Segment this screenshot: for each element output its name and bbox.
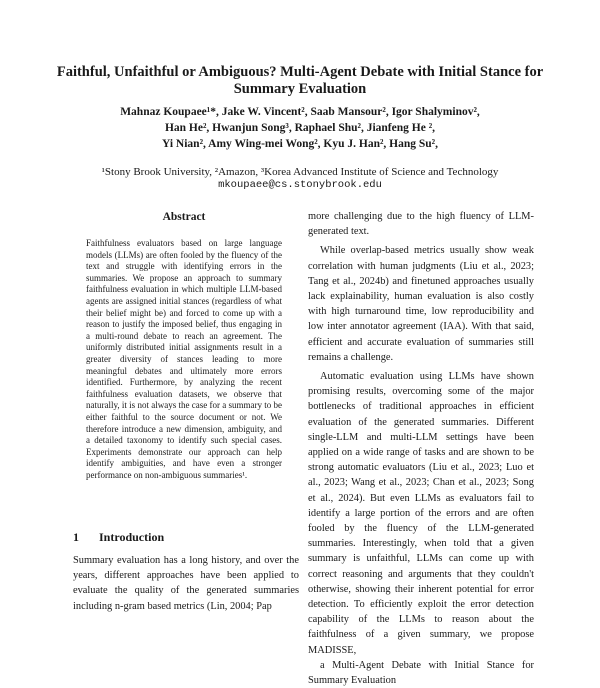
body-paragraph: While overlap-based metrics usually show weak correlation with human judgments (Liu et al., 2023; Tang et al., 2024b) and finetuned approaches usually lack explainability, human evaluation is also costly with high turnaround time, low reproducibility and low inter annotator agreement (IAA). With that said, efficient and accurate evaluation of summaries still remains a challenge. [308,245,534,363]
affiliations: ¹Stony Brook University, ²Amazon, ³Korea Advanced Institute of Science and Technology [101,166,499,178]
author-line: Han He², Hwanjun Song³, Raphael Shu², Jianfeng He ², [164,122,436,134]
section-heading-introduction [73,530,164,545]
section-title: Introduction [99,530,165,544]
body-paragraph: a Multi-Agent Debate with Initial Stance for Summary Evaluation [308,659,534,687]
author-line: Mahnaz Koupaee¹*, Jake W. Vincent², Saab Mansour², Igor Shalyminov², [120,106,480,118]
contact-email: mkoupaee@cs.stonybrook.edu [218,179,382,191]
section-number: 1 [73,530,79,544]
right-column [308,209,534,688]
abstract-text: Faithfulness evaluators based on large language models (LLMs) are often fooled by the fluency of the text and struggle with identifying errors in the summaries. We propose an approach to summary faithfulness evaluation in which multiple LLM-based agents are assigned initial stances (regardless of what their belief might be) and forced to come up with a reason to justify the imposed belief, thus engaging in a multi-round debate to reach an agreement. The uniformly distributed initial assignments result in a greater diversity of stances leading to more meaningful debates and ultimately more errors identified. Furthermore, by analyzing the recent faithfulness evaluation datasets, we observe that naturally, it is not always the case for a summary to be either faithful to the source document or not. We therefore introduce a new dimension, ambiguity, and a detailed taxonomy to identify such special cases. Experiments demonstrate our approach can help identify ambiguities, and have even a stronger performance on non-ambiguous summaries¹. [86,238,282,480]
intro-paragraph: Summary evaluation has a long history, and over the years, different approaches have been applied to evaluate the quality of the generated summaries including n-gram based metrics (Lin, 2004; Pap [73,555,299,612]
paper-title: Faithful, Unfaithful or Ambiguous? Multi-Agent Debate with Initial Stance for Summary Evaluation [56,64,544,97]
author-line: Yi Nian², Amy Wing-mei Wong², Kyu J. Han², Hang Su², [161,138,438,150]
body-paragraph: Automatic evaluation using LLMs have shown promising results, overcoming some of the major bottlenecks of traditional approaches in efficient evaluation of the generated summaries. Different single-LLM and multi-LLM settings have been applied on a wide range of tasks and are shown to be strong automatic evaluators (Liu et al., 2023; Luo et al., 2023; Wang et al., 2023; Chan et al., 2023; Song et al., 2024). But even LLMs as evaluators fail to identify a large portion of the errors and are often fooled by the fluency of the LLM-generated summaries. Interestingly, when told that a given summary is unfaithful, LLMs can come up with correct reasoning and arguments that they couldn't otherwise, showing their inherent potential for error detection. To efficiently exploit the error detection capability of the LLMs to reason about the faithfulness of a given summary, we propose MADISSE, [308,371,534,656]
author-list [40,104,560,152]
body-paragraph: more challenging due to the high fluency of LLM-generated text. [308,211,534,238]
abstract-body [86,238,282,481]
abstract-heading: Abstract [162,211,206,223]
introduction-body [73,553,299,614]
